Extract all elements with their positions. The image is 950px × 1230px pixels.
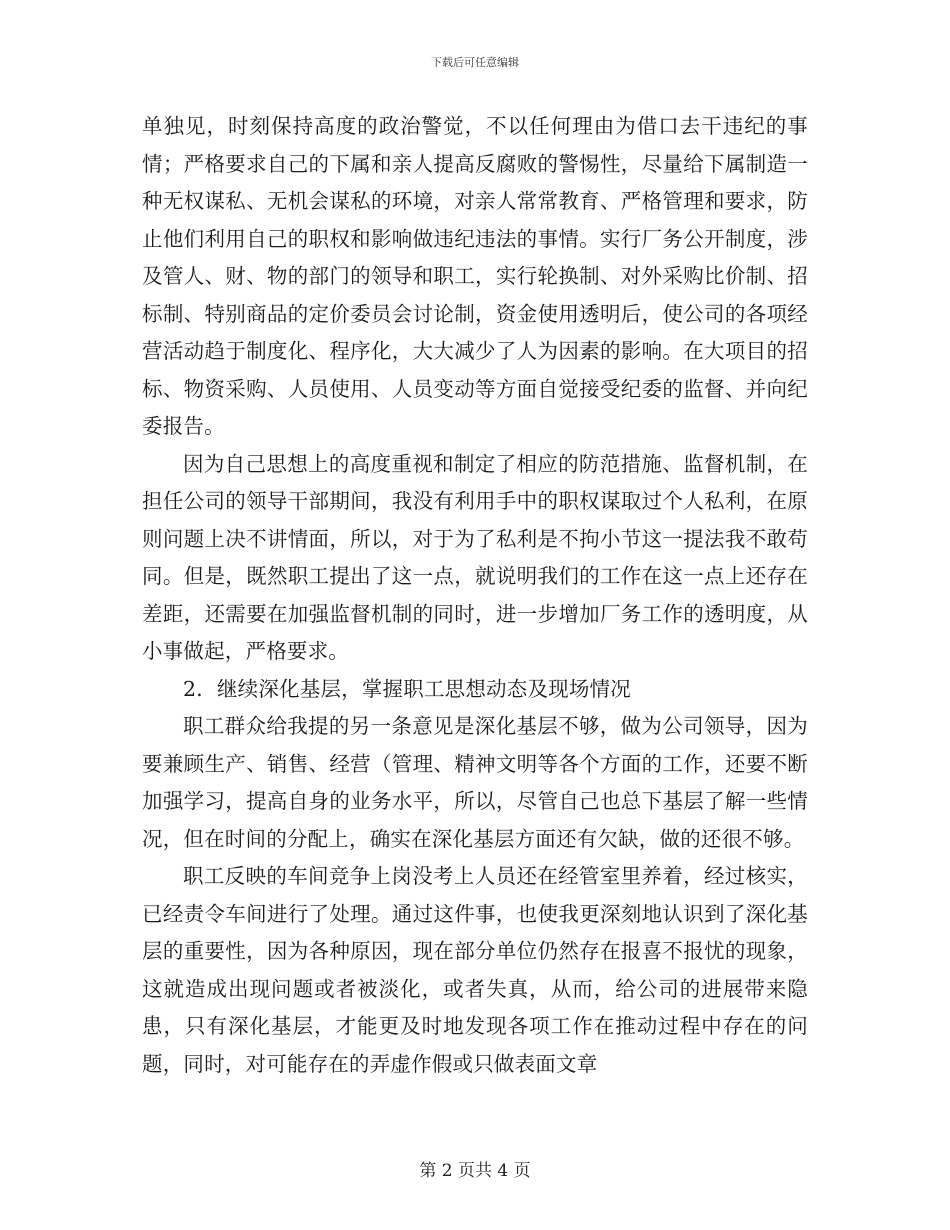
paragraph-2: 因为自己思想上的高度重视和制定了相应的防范措施、监督机制，在担任公司的领导干部期间，我没有利用手中的职权谋取过个人私利，在原则问题上决不讲情面，所以，对于为了私利是不拘小节这一提法我不敢苟同。但是，既然职工提出了这一点，就说明我们的工作在这一点上还存在差距，还需要在加强监督机制的同时，进一步增加厂务工作的透明度，从小事做起，严格要求。 — [142, 451, 808, 663]
page-footer: 第 2 页共 4 页 — [419, 1161, 531, 1181]
section-heading: 2．继续深化基层，掌握职工思想动态及现场情况 — [183, 676, 631, 701]
paragraph-1: 单独见，时刻保持高度的政治警觉，不以任何理由为借口去干违纪的事情；严格要求自己的下属和亲人提高反腐败的警惕性，尽量给下属制造一种无权谋私、无机会谋私的环境，对亲人常常教育、严格管理和要求，防止他们利用自己的职权和影响做违纪违法的事情。实行厂务公开制度，涉及管人、财、物的部门的领导和职工，实行轮换制、对外采购比价制、招标制、特别商品的定价委员会讨论制，资金使用透明后，使公司的各项经营活动趋于制度化、程序化，大大减少了人为因素的影响。在大项目的招标、物资采购、人员使用、人员变动等方面自觉接受纪委的监督、并向纪委报告。 — [142, 114, 808, 438]
document-body — [142, 108, 808, 1083]
paragraph-4: 职工反映的车间竞争上岗没考上人员还在经管室里养着，经过核实，已经责令车间进行了处理。通过这件事，也使我更深刻地认识到了深化基层的重要性，因为各种原因，现在部分单位仍然存在报喜不报忧的现象，这就造成出现问题或者被淡化，或者失真，从而，给公司的进展带来隐患，只有深化基层，才能更及时地发现各项工作在推动过程中存在的问题，同时，对可能存在的弄虚作假或只做表面文章 — [142, 864, 808, 1076]
paragraph-3: 职工群众给我提的另一条意见是深化基层不够，做为公司领导，因为要兼顾生产、销售、经营（管理、精神文明等各个方面的工作，还要不断加强学习，提高自身的业务水平，所以，尽管自己也总下基层了解一些情况，但在时间的分配上，确实在深化基层方面还有欠缺，做的还很不够。 — [142, 714, 808, 851]
page-header: 下载后可任意编辑 — [431, 56, 519, 69]
